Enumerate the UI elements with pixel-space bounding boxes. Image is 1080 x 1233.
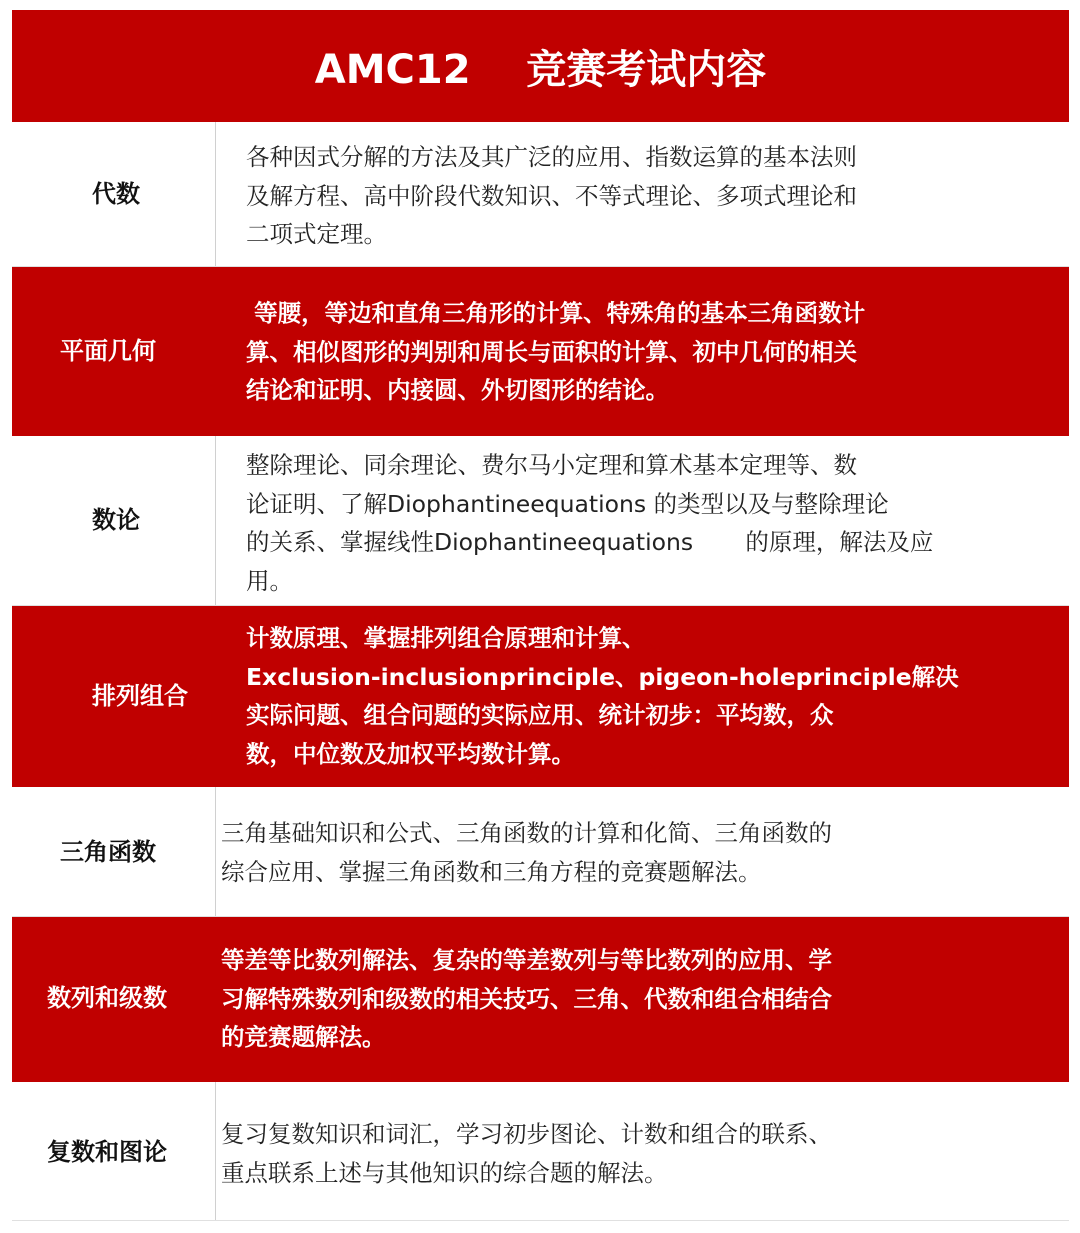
content-line: 习解特殊数列和级数的相关技巧、三角、代数和组合相结合	[221, 984, 832, 1013]
content-line: 等腰，等边和直角三角形的计算、特殊角的基本三角函数计	[246, 299, 866, 327]
row-label: 复数和图论	[47, 1138, 167, 1166]
content-line: 数，中位数及加权平均数计算。	[246, 739, 575, 768]
table-row-combinatorics	[12, 606, 1069, 787]
row-label: 平面几何	[60, 337, 156, 365]
content-line: 及解方程、高中阶段代数知识、不等式理论、多项式理论和	[246, 181, 857, 210]
column-divider	[215, 1082, 216, 1220]
content-line: 实际问题、组合问题的实际应用、统计初步：平均数，众	[246, 701, 834, 729]
table-row-trigonometry	[12, 787, 1069, 917]
row-label: 三角函数	[60, 838, 156, 866]
content-line: 的关系、掌握线性Diophantineequations 的原理，解法及应	[246, 528, 934, 556]
column-divider	[215, 787, 216, 916]
row-content	[221, 941, 832, 1057]
content-line: 用。	[246, 566, 293, 595]
content-line: 各种因式分解的方法及其广泛的应用、指数运算的基本法则	[246, 143, 857, 171]
row-content	[246, 619, 959, 773]
row-content	[246, 138, 857, 254]
content-line: 论证明、了解Diophantineequations 的类型以及与整除理论	[246, 489, 889, 518]
content-line: 结论和证明、内接圆、外切图形的结论。	[246, 376, 669, 404]
row-label: 代数	[92, 180, 140, 208]
table-row-plane-geometry	[12, 267, 1069, 436]
content-line: Exclusion-inclusionprinciple、pigeon-holeprinciple解决	[246, 662, 959, 691]
content-line: 等差等比数列解法、复杂的等差数列与等比数列的应用、学	[221, 946, 832, 974]
column-divider	[215, 436, 216, 605]
table-row-algebra	[12, 122, 1069, 267]
content-line: 重点联系上述与其他知识的综合题的解法。	[221, 1158, 668, 1187]
table-row-sequences-series	[12, 917, 1069, 1082]
content-line: 三角基础知识和公式、三角函数的计算和化简、三角函数的	[221, 819, 832, 847]
row-content	[221, 1115, 832, 1192]
row-label: 排列组合	[92, 682, 188, 710]
content-line: 计数原理、掌握排列组合原理和计算、	[246, 624, 646, 652]
content-line: 的竞赛题解法。	[221, 1023, 386, 1051]
row-label: 数列和级数	[47, 984, 167, 1012]
row-label: 数论	[92, 506, 140, 534]
table-row-number-theory	[12, 436, 1069, 606]
content-line: 二项式定理。	[246, 220, 387, 248]
row-content	[246, 446, 933, 600]
content-line: 整除理论、同余理论、费尔马小定理和算术基本定理等、数	[246, 451, 857, 479]
row-content	[246, 294, 865, 410]
row-content	[221, 814, 832, 891]
column-divider	[215, 122, 216, 266]
content-line: 综合应用、掌握三角函数和三角方程的竞赛题解法。	[221, 857, 762, 886]
content-line: 算、相似图形的判别和周长与面积的计算、初中几何的相关	[246, 337, 857, 366]
table-title: AMC12 竞赛考试内容	[12, 10, 1069, 122]
content-line: 复习复数知识和词汇，学习初步图论、计数和组合的联系、	[221, 1120, 832, 1148]
table-row-complex-graph	[12, 1082, 1069, 1221]
